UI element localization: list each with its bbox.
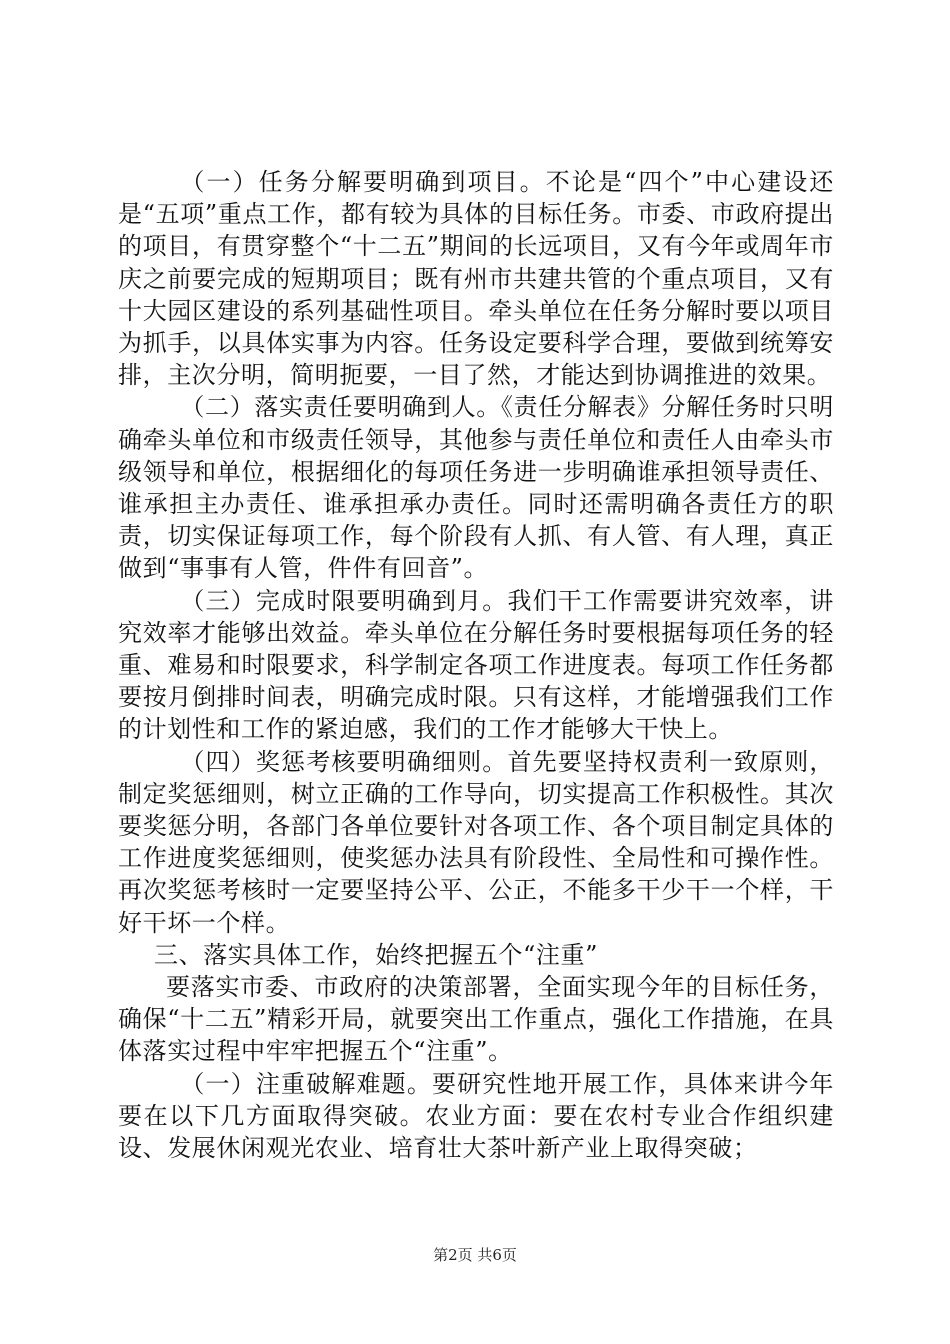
document-body bbox=[118, 166, 834, 1164]
paragraph-section-intro: 要落实市委、市政府的决策部署，全面实现今年的目标任务，确保“十二五”精彩开局，就要突出工作重点，强化工作措施，在具体落实过程中牢牢把握五个“注重”。 bbox=[118, 973, 834, 1066]
paragraph-task-decomposition: （一）任务分解要明确到项目。不论是“四个”中心建设还是“五项”重点工作，都有较为具体的目标任务。市委、市政府提出的项目，有贯穿整个“十二五”期间的长远项目，又有今年或周年市庆之前要完成的短期项目；既有州市共建共管的个重点项目，又有十大园区建设的系列基础性项目。牵头单位在任务分解时要以项目为抓手，以具体实事为内容。任务设定要科学合理，要做到统筹安排，主次分明，简明扼要，一目了然，才能达到协调推进的效果。 bbox=[118, 168, 834, 390]
paragraph-solve-problems: （一）注重破解难题。要研究性地开展工作，具体来讲今年要在以下几方面取得突破。农业方面：要在农村专业合作组织建设、发展休闲观光农业、培育壮大茶叶新产业上取得突破； bbox=[118, 1069, 834, 1163]
paragraph-assessment: （四）奖惩考核要明确细则。首先要坚持权责利一致原则，制定奖惩细则，树立正确的工作导向，切实提高工作积极性。其次要奖惩分明，各部门各单位要针对各项工作、各个项目制定具体的工作进度奖惩细则，使奖惩办法具有阶段性、全局性和可操作性。再次奖惩考核时一定要坚持公平、公正，不能多干少干一个样，干好干坏一个样。 bbox=[118, 747, 834, 937]
paragraph-deadline: （三）完成时限要明确到月。我们干工作需要讲究效率，讲究效率才能够出效益。牵头单位在分解任务时要根据每项任务的轻重、难易和时限要求，科学制定各项工作进度表。每项工作任务都要按月倒排时间表，明确完成时限。只有这样，才能增强我们工作的计划性和工作的紧迫感，我们的工作才能够大干快上。 bbox=[118, 586, 834, 744]
paragraph-responsibility: （二）落实责任要明确到人。《责任分解表》分解任务时只明确牵头单位和市级责任领导，其他参与责任单位和责任人由牵头市级领导和单位，根据细化的每项任务进一步明确谁承担领导责任、谁承担主办责任、谁承担承办责任。同时还需明确各责任方的职责，切实保证每项工作，每个阶段有人抓、有人管、有人理，真正做到“事事有人管，件件有回音”。 bbox=[118, 393, 834, 583]
section-heading-three: 三、落实具体工作，始终把握五个“注重” bbox=[154, 940, 598, 969]
page-footer: 第2页 共6页 bbox=[433, 1246, 517, 1264]
